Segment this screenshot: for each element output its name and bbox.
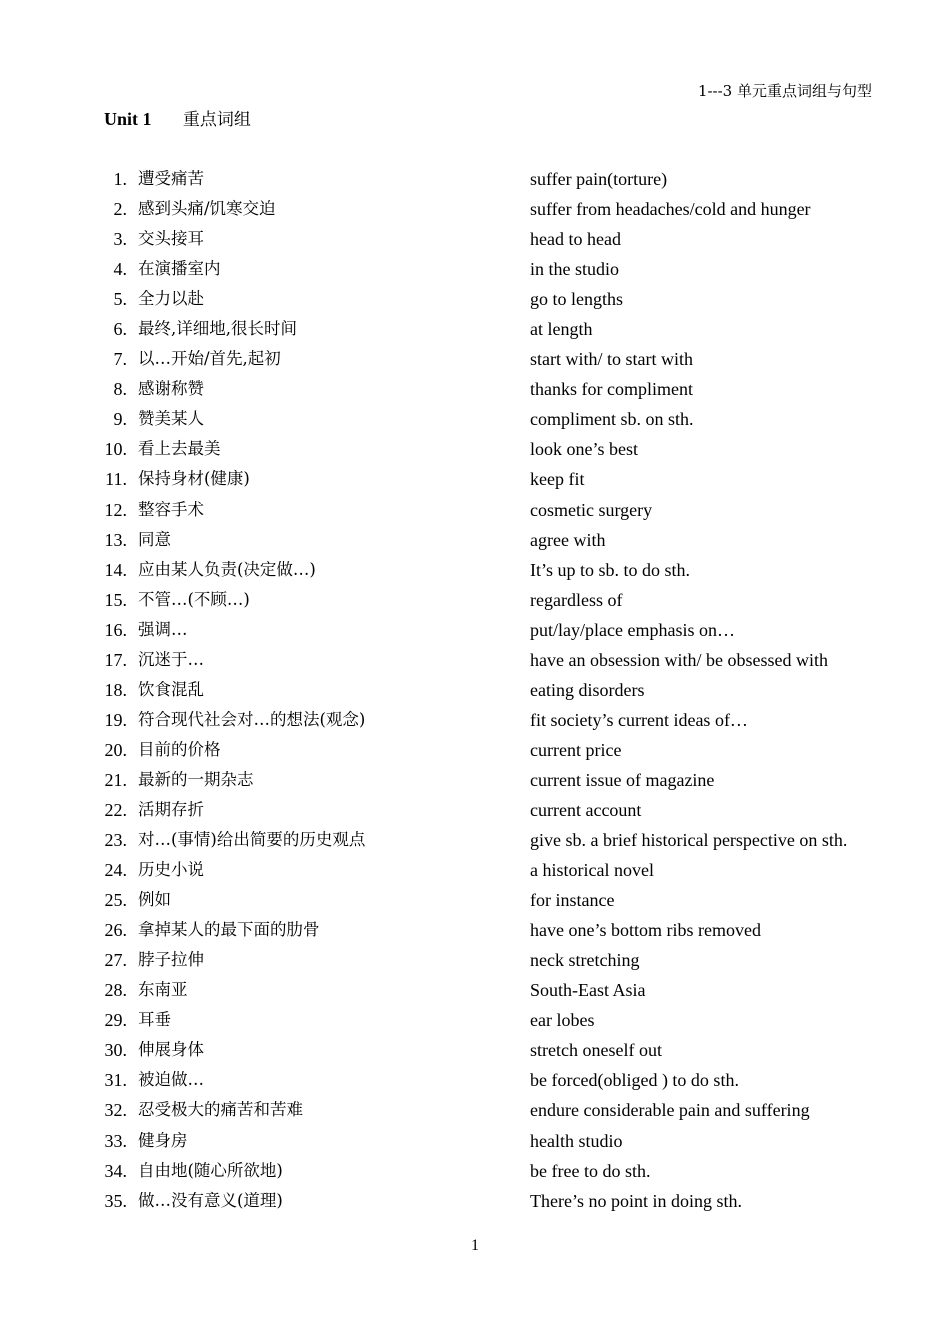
vocab-number: 24.	[104, 860, 127, 881]
vocab-english: for instance	[530, 890, 615, 911]
vocab-english: at length	[530, 319, 593, 340]
vocab-row	[0, 885, 950, 915]
vocab-english: look one’s best	[530, 439, 638, 460]
vocab-number: 1.	[113, 169, 127, 189]
vocab-row	[0, 795, 950, 825]
vocab-number: 7.	[113, 349, 127, 370]
vocab-number: 30.	[104, 1040, 127, 1061]
vocab-chinese: 应由某人负责(决定做…)	[138, 559, 316, 579]
vocab-number: 13.	[104, 529, 127, 550]
vocab-row	[0, 735, 950, 765]
vocab-english: suffer from headaches/cold and hunger	[530, 199, 811, 220]
vocab-english: ear lobes	[530, 1010, 595, 1031]
vocab-number: 2.	[113, 199, 127, 220]
vocab-row	[0, 915, 950, 945]
page-title	[104, 107, 251, 132]
vocab-english: neck stretching	[530, 950, 640, 971]
vocab-row	[0, 344, 950, 374]
vocab-row	[0, 975, 950, 1005]
vocab-row	[0, 705, 950, 735]
vocab-row	[0, 555, 950, 585]
vocab-chinese: 目前的价格	[138, 739, 221, 759]
vocab-row	[0, 1186, 950, 1216]
vocab-number: 34.	[104, 1160, 127, 1181]
vocab-chinese: 健身房	[138, 1130, 188, 1150]
vocab-row	[0, 1095, 950, 1125]
vocab-chinese: 伸展身体	[138, 1040, 204, 1060]
running-header: 1---3 单元重点词组与句型	[697, 82, 872, 100]
vocab-row	[0, 645, 950, 675]
vocab-number: 4.	[113, 259, 127, 280]
vocab-english: eating disorders	[530, 679, 645, 700]
vocab-english: stretch oneself out	[530, 1040, 662, 1061]
vocab-english: health studio	[530, 1130, 623, 1151]
vocab-chinese: 强调…	[138, 619, 188, 639]
vocab-chinese: 不管…(不顾…)	[138, 589, 250, 609]
vocab-number: 3.	[113, 229, 127, 250]
vocab-number: 27.	[104, 950, 127, 971]
vocab-english: current price	[530, 739, 622, 760]
vocab-number: 8.	[113, 379, 127, 400]
vocab-english: be forced(obliged ) to do sth.	[530, 1070, 739, 1091]
vocab-chinese: 整容手术	[138, 499, 204, 519]
vocab-english: in the studio	[530, 259, 619, 280]
vocab-number: 26.	[104, 920, 127, 941]
vocab-chinese: 耳垂	[138, 1010, 171, 1030]
vocab-english: keep fit	[530, 469, 585, 490]
vocab-number: 22.	[104, 799, 127, 820]
vocab-chinese: 同意	[138, 529, 171, 549]
vocab-chinese: 自由地(随心所欲地)	[138, 1160, 283, 1180]
vocab-chinese: 对…(事情)给出简要的历史观点	[138, 830, 366, 850]
section-label: 重点词组	[182, 110, 251, 130]
vocab-number: 11.	[105, 469, 127, 490]
vocab-row	[0, 194, 950, 224]
vocab-chinese: 感谢称赞	[138, 379, 204, 399]
vocab-english: thanks for compliment	[530, 379, 693, 400]
vocab-chinese: 东南亚	[138, 980, 188, 1000]
vocab-chinese: 沉迷于…	[138, 649, 204, 669]
vocab-row	[0, 945, 950, 975]
vocab-chinese: 历史小说	[138, 860, 204, 880]
vocab-row	[0, 164, 950, 194]
vocab-number: 19.	[104, 709, 127, 730]
vocab-row	[0, 434, 950, 464]
unit-label: Unit 1	[104, 109, 152, 129]
vocab-row	[0, 404, 950, 434]
vocab-number: 29.	[104, 1010, 127, 1031]
vocab-number: 10.	[104, 439, 127, 460]
vocab-row	[0, 224, 950, 254]
vocab-row	[0, 254, 950, 284]
vocab-chinese: 看上去最美	[138, 439, 221, 459]
vocab-chinese: 交头接耳	[138, 229, 204, 249]
vocab-number: 32.	[104, 1100, 127, 1121]
vocab-english: It’s up to sb. to do sth.	[530, 559, 691, 580]
vocab-row	[0, 525, 950, 555]
vocab-english: compliment sb. on sth.	[530, 409, 694, 430]
vocab-chinese: 饮食混乱	[138, 679, 204, 699]
vocab-row	[0, 314, 950, 344]
vocab-row	[0, 464, 950, 494]
vocab-number: 25.	[104, 890, 127, 911]
vocab-number: 15.	[104, 589, 127, 610]
vocab-number: 23.	[104, 830, 127, 851]
vocab-row	[0, 1065, 950, 1095]
vocab-english: South-East Asia	[530, 980, 646, 1001]
vocab-chinese: 最终,详细地,很长时间	[138, 319, 297, 339]
vocab-english: go to lengths	[530, 289, 623, 310]
vocab-chinese: 被迫做…	[138, 1070, 204, 1090]
vocab-number: 6.	[113, 319, 127, 340]
vocab-row	[0, 284, 950, 314]
vocab-number: 17.	[104, 649, 127, 670]
vocab-row	[0, 1156, 950, 1186]
vocab-number: 33.	[104, 1130, 127, 1151]
vocab-chinese: 符合现代社会对…的想法(观念)	[138, 709, 366, 729]
vocab-english: fit society’s current ideas of…	[530, 709, 748, 730]
vocab-english: head to head	[530, 229, 621, 250]
vocab-number: 28.	[104, 980, 127, 1001]
vocab-number: 21.	[104, 769, 127, 790]
vocab-english: have one’s bottom ribs removed	[530, 920, 761, 941]
vocab-chinese: 例如	[138, 890, 171, 910]
page-number: 1	[471, 1237, 479, 1254]
vocab-number: 31.	[104, 1070, 127, 1091]
vocab-chinese: 活期存折	[138, 799, 204, 819]
vocab-number: 5.	[113, 289, 127, 310]
vocab-row	[0, 374, 950, 404]
vocab-english: current issue of magazine	[530, 769, 715, 790]
vocab-english: cosmetic surgery	[530, 499, 653, 520]
vocab-list	[0, 164, 950, 1216]
vocab-row	[0, 765, 950, 795]
vocab-row	[0, 1005, 950, 1035]
vocab-english: give sb. a brief historical perspective on sth.	[530, 830, 848, 851]
vocab-english: There’s no point in doing sth.	[530, 1190, 742, 1211]
vocab-english: be free to do sth.	[530, 1160, 651, 1181]
vocab-number: 16.	[104, 619, 127, 640]
vocab-number: 35.	[104, 1190, 127, 1211]
vocab-english: endure considerable pain and suffering	[530, 1100, 810, 1121]
vocab-row	[0, 825, 950, 855]
vocab-number: 18.	[104, 679, 127, 700]
vocab-row	[0, 585, 950, 615]
vocab-row	[0, 1035, 950, 1065]
vocab-number: 9.	[113, 409, 127, 430]
vocab-chinese: 在演播室内	[138, 259, 221, 279]
vocab-row	[0, 675, 950, 705]
vocab-chinese: 全力以赴	[138, 289, 204, 309]
vocab-english: suffer pain(torture)	[530, 169, 668, 189]
vocab-number: 14.	[104, 559, 127, 580]
vocab-english: regardless of	[530, 589, 623, 610]
vocab-chinese: 赞美某人	[138, 409, 204, 429]
vocab-chinese: 拿掉某人的最下面的肋骨	[138, 920, 320, 940]
vocab-number: 20.	[104, 739, 127, 760]
vocab-chinese: 以…开始/首先,起初	[138, 349, 281, 369]
vocab-english: a historical novel	[530, 860, 654, 881]
vocab-row	[0, 855, 950, 885]
vocab-english: put/lay/place emphasis on…	[530, 619, 735, 640]
vocab-chinese: 遭受痛苦	[138, 169, 204, 188]
vocab-english: agree with	[530, 529, 606, 550]
vocab-chinese: 忍受极大的痛苦和苦难	[138, 1100, 303, 1120]
vocab-row	[0, 615, 950, 645]
vocab-english: have an obsession with/ be obsessed with	[530, 649, 828, 670]
vocab-english: start with/ to start with	[530, 349, 693, 370]
vocab-row	[0, 1126, 950, 1156]
vocab-row	[0, 495, 950, 525]
vocab-chinese: 保持身材(健康)	[138, 469, 250, 489]
vocab-english: current account	[530, 799, 642, 820]
vocab-chinese: 感到头痛/饥寒交迫	[138, 199, 276, 219]
vocab-chinese: 脖子拉伸	[138, 950, 204, 970]
vocab-chinese: 最新的一期杂志	[138, 769, 254, 789]
vocab-chinese: 做…没有意义(道理)	[138, 1190, 283, 1210]
vocab-number: 12.	[104, 499, 127, 520]
